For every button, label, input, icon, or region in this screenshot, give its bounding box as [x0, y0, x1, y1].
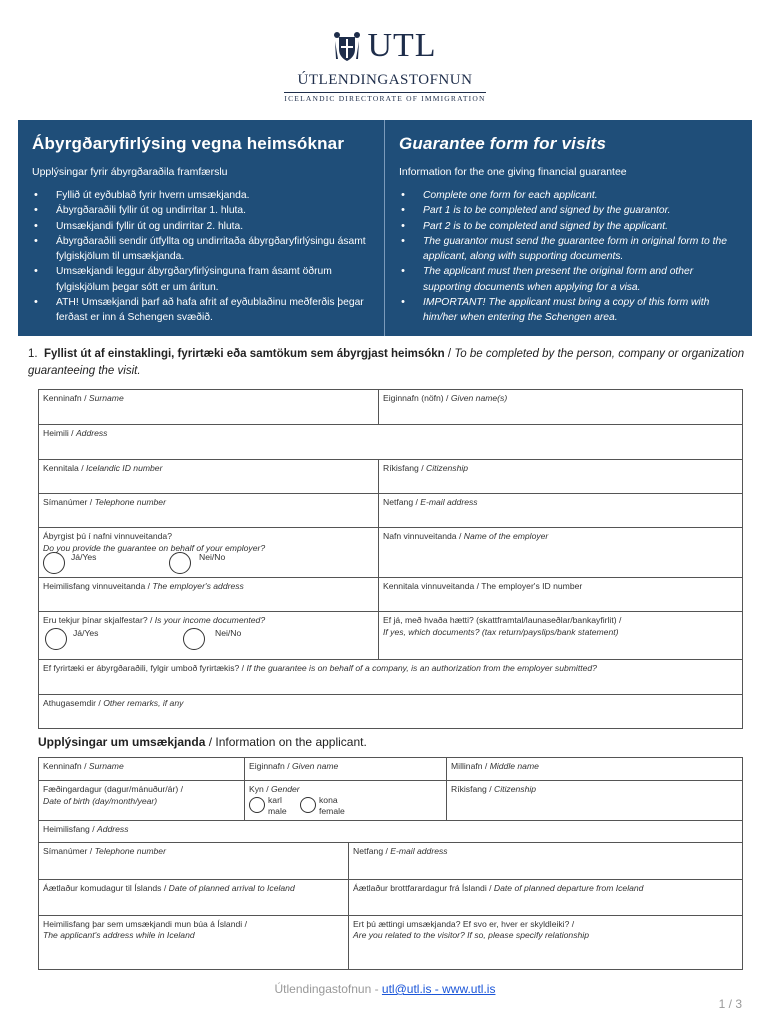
list-item: • Umsækjandi fyllir út og undirritar 2. hluta.: [32, 219, 374, 234]
banner-title-is: Ábyrgðaryfirlýsing vegna heimsóknar: [32, 134, 345, 153]
section1-heading-en: To be completed by the person, company or organization guaranteeing the visit.: [28, 348, 745, 377]
banner-list-en: [399, 188, 742, 326]
guarantor-phone-field[interactable]: Símanúmer / Telephone number: [39, 494, 379, 528]
logo-short: UTL: [367, 27, 437, 64]
section2-heading: [38, 735, 367, 749]
income-no-radio[interactable]: [183, 628, 205, 650]
list-item: • The guarantor must send the guarantee form in original form to the applicant, along with supporting documents.: [399, 234, 742, 265]
section1-heading: [28, 346, 748, 380]
guarantor-table: [38, 389, 743, 729]
logo-name: ÚTLENDINGASTOFNUN: [297, 72, 473, 88]
section1-heading-is: Fyllist út af einstaklingi, fyrirtæki eða samtökum sem ábyrgjast heimsókn: [44, 348, 445, 360]
list-item: • Part 2 is to be completed and signed by the applicant.: [399, 219, 742, 234]
section-number: 1.: [28, 348, 38, 360]
income-documents-field[interactable]: Ef já, með hvaða hætti? (skattframtal/launaseðlar/bankayfirlit) / If yes, which documents? (tax return/payslips/bank statement): [379, 612, 743, 660]
applicant-phone-field[interactable]: Símanúmer / Telephone number: [39, 842, 349, 879]
banner-subtitle-en: Information for the one giving financial guarantee: [399, 166, 627, 178]
guarantor-citizenship-field[interactable]: Ríkisfang / Citizenship: [379, 460, 743, 494]
employer-yes-radio[interactable]: [43, 552, 65, 574]
stay-address-field[interactable]: Heimilisfang þar sem umsækjandi mun búa á Íslandi / The applicant's address while in Iceland: [39, 915, 349, 969]
list-item: • The applicant must then present the original form and other supporting documents when applying for a visa.: [399, 264, 742, 295]
employer-id-field[interactable]: Kennitala vinnuveitanda / The employer's ID number: [379, 578, 743, 612]
guarantor-address-field[interactable]: Heimili / Address: [39, 425, 743, 460]
income-yes-radio[interactable]: [45, 628, 67, 650]
no-label: Nei/No: [215, 627, 242, 638]
banner-list-is: [32, 188, 374, 326]
applicant-table: [38, 757, 743, 970]
yes-label: Já/Yes: [73, 627, 99, 638]
section2-heading-en: / Information on the applicant.: [205, 735, 367, 749]
employer-no-radio[interactable]: [169, 552, 191, 574]
banner-english: [385, 120, 752, 336]
footer-web-link[interactable]: www.utl.is: [442, 982, 496, 996]
list-item: • Fyllið út eyðublað fyrir hvern umsækjanda.: [32, 188, 374, 203]
list-item: • Ábyrgðaraðili fyllir út og undirritar 1. hluta.: [32, 203, 374, 218]
employer-guarantee-question: Ábyrgist þú í nafni vinnuveitanda? Do you provide the guarantee on behalf of your employer? Já/Yes Nei/No: [39, 528, 379, 578]
guarantor-email-field[interactable]: Netfang / E-mail address: [379, 494, 743, 528]
gender-male-radio[interactable]: [249, 797, 265, 813]
guarantor-surname-field[interactable]: Kenninafn / Surname: [39, 390, 379, 425]
applicant-citizenship-field[interactable]: Ríkisfang / Citizenship: [447, 781, 743, 821]
income-documented-question: Eru tekjur þínar skjalfestar? / Is your income documented? Já/Yes Nei/No: [39, 612, 379, 660]
guarantor-given-name-field[interactable]: Eiginnafn (nöfn) / Given name(s): [379, 390, 743, 425]
applicant-given-name-field[interactable]: Eiginnafn / Given name: [245, 758, 447, 781]
applicant-address-field[interactable]: Heimilisfang / Address: [39, 820, 743, 842]
company-authorization-field[interactable]: Ef fyrirtæki er ábyrgðaraðili, fylgir umboð fyrirtækis? / If the guarantee is on behalf of a company, is an authorization from the employer submitted?: [39, 660, 743, 695]
employer-name-field[interactable]: Nafn vinnuveitanda / Name of the employer: [379, 528, 743, 578]
list-item: • ATH! Umsækjandi þarf að hafa afrit af eyðublaðinu meðferðis þegar ferðast er inn á Schengen svæðið.: [32, 295, 374, 326]
page-number: 1 / 3: [718, 997, 742, 1011]
banner-title-en: Guarantee form for visits: [399, 134, 607, 153]
gender-female-radio[interactable]: [300, 797, 316, 813]
male-label: karl male: [268, 794, 287, 816]
applicant-email-field[interactable]: Netfang / E-mail address: [349, 842, 743, 879]
footer-dash: -: [431, 982, 443, 996]
planned-departure-field[interactable]: Áætlaður brottfarardagur frá Íslandi / Date of planned departure from Iceland: [349, 879, 743, 915]
info-banner: [18, 120, 752, 336]
list-item: • Umsækjandi leggur ábyrgðaryfirlýsinguna fram ásamt öðrum fylgiskjölum þegar sótt er um áritun.: [32, 264, 374, 295]
coat-of-arms-icon: [333, 29, 361, 63]
relationship-field[interactable]: Ert þú ættingi umsækjanda? Ef svo er, hver er skyldleiki? / Are you related to the visitor? If so, please specify relationship: [349, 915, 743, 969]
female-label: kona female: [319, 794, 345, 816]
logo: [0, 28, 770, 106]
applicant-middle-name-field[interactable]: Millinafn / Middle name: [447, 758, 743, 781]
list-item: • Ábyrgðaraðili sendir útfyllta og undirritaða ábyrgðaryfirlýsingu ásamt fylgiskjölum til umsækjanda.: [32, 234, 374, 265]
banner-icelandic: [18, 120, 385, 336]
list-item: • Part 1 is to be completed and signed by the guarantor.: [399, 203, 742, 218]
list-item: • IMPORTANT! The applicant must bring a copy of this form with him/her when entering the Schengen area.: [399, 295, 742, 326]
applicant-surname-field[interactable]: Kenninafn / Surname: [39, 758, 245, 781]
logo-mark: [333, 28, 436, 64]
applicant-gender-field: Kyn / Gender karl male kona female: [245, 781, 447, 821]
footer: [0, 982, 770, 996]
footer-org: Útlendingastofnun -: [274, 982, 382, 996]
yes-label: Já/Yes: [71, 552, 97, 562]
planned-arrival-field[interactable]: Áætlaður komudagur til Íslands / Date of planned arrival to Iceland: [39, 879, 349, 915]
other-remarks-field[interactable]: Athugasemdir / Other remarks, if any: [39, 695, 743, 729]
footer-email-link[interactable]: utl@utl.is: [381, 982, 432, 996]
banner-subtitle-is: Upplýsingar fyrir ábyrgðaraðila framfærslu: [32, 166, 228, 178]
guarantor-id-field[interactable]: Kennitala / Icelandic ID number: [39, 460, 379, 494]
list-item: • Complete one form for each applicant.: [399, 188, 742, 203]
logo-subtitle: ICELANDIC DIRECTORATE OF IMMIGRATION: [284, 94, 486, 103]
no-label: Nei/No: [199, 552, 226, 562]
separator: /: [444, 348, 455, 360]
employer-address-field[interactable]: Heimilisfang vinnuveitanda / The employer's address: [39, 578, 379, 612]
section2-heading-is: Upplýsingar um umsækjanda: [38, 735, 206, 749]
applicant-dob-field[interactable]: Fæðingardagur (dagur/mánuður/ár) / Date of birth (day/month/year): [39, 781, 245, 821]
